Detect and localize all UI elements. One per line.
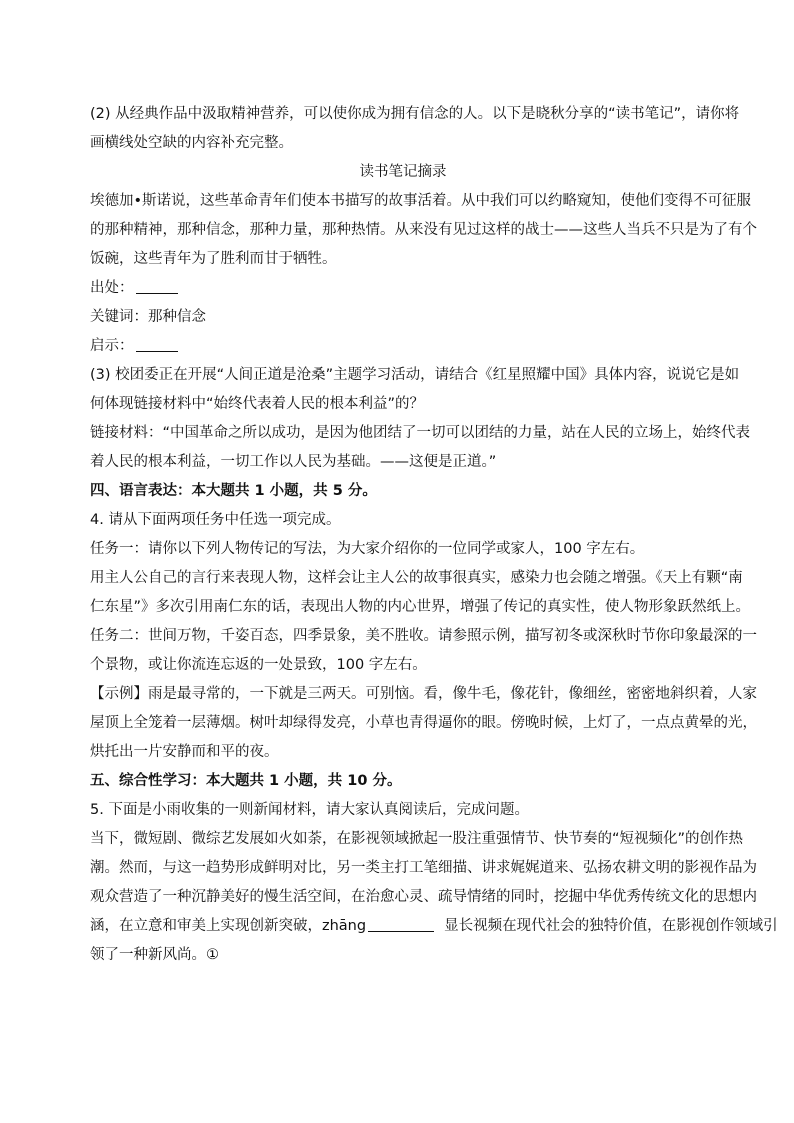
section5-heading: 五、综合性学习：本大题共 1 小题，共 10 分。 [90,773,402,789]
insight-line [90,332,716,361]
task2-line-2: 个景物，或让你流连忘返的一处景致，100 字左右。 [90,657,427,673]
document-content [90,100,778,970]
passage-line-2: 潮。然而，与这一趋势形成鲜明对比，另一类主打工笔细描、讲求娓娓道来、弘扬农耕文明的影视作品为 [90,860,757,876]
keyword-line: 关键词：那种信念 [90,309,206,325]
q2-intro-line-1: (2) 从经典作品中汲取精神营养，可以使你成为拥有信念的人。以下是晓秋分享的“读书笔记”，请你将 [90,106,740,122]
section4-heading: 四、语言表达：本大题共 1 小题，共 5 分。 [90,483,377,499]
passage-line-5: 领了一种新风尚。① [90,947,219,963]
example-line-2: 屋顶上全笼着一层薄烟。树叶却绿得发亮，小草也青得逼你的眼。傍晚时候，上灯了，一点点黄晕的光， [90,715,757,731]
example-line-1: 【示例】雨是最寻常的，一下就是三两天。可别恼。看，像牛毛，像花针，像细丝，密密地斜织着，人家 [90,686,757,702]
task2-line-1: 任务二：世间万物，千姿百态，四季景象，美不胜收。请参照示例，描写初冬或深秋时节你印象最深的一 [90,628,757,644]
excerpt-line-3: 饭碗，这些青年为了胜利而甘于牺牲。 [90,251,337,267]
q2-intro-line-2: 画横线处空缺的内容补充完整。 [90,135,293,151]
material-line-1: 链接材料：“中国革命之所以成功，是因为他团结了一切可以团结的力量，站在人民的立场上，始终代表 [90,425,751,441]
section4-question: 4. 请从下面两项任务中任选一项完成。 [90,512,341,528]
task1-line-2: 用主人公自己的言行来表现人物，这样会让主人公的故事很真实，感染力也会随之增强。《天上有颗“南 [90,570,743,586]
source-line [90,274,716,303]
passage-line-3: 观众营造了一种沉静美好的慢生活空间，在治愈心灵、疏导情绪的同时，挖掘中华优秀传统文化的思想内 [90,889,757,905]
note-title: 读书笔记摘录 [359,164,447,180]
passage-line-4-start: 涵，在立意和审美上实现创新突破， [90,918,322,934]
passage-line-4 [90,912,778,941]
q3-intro-line-1: (3) 校团委正在开展“人间正道是沧桑”主题学习活动，请结合《红星照耀中国》具体内容，说说它是如 [90,367,740,383]
example-line-3: 烘托出一片安静而和平的夜。 [90,744,279,760]
source-label: 出处： [90,280,134,296]
insight-blank[interactable] [136,337,178,352]
task1-line-3: 仁东星”》多次引用南仁东的话，表现出人物的内心世界，增强了传记的真实性，使人物形象跃然纸上。 [90,599,751,615]
insight-label: 启示： [90,338,134,354]
passage-line-4-end: 显长视频在现代社会的独特价值，在影视创作领域引 [444,918,778,934]
pinyin-zhang: zhāng [322,918,367,934]
source-blank[interactable] [136,279,178,294]
material-line-2: 着人民的根本利益，一切工作以人民为基础。——这便是正道。” [90,454,497,470]
q3-intro-line-2: 何体现链接材料中“始终代表着人民的根本利益”的？ [90,396,425,412]
excerpt-line-1: 埃德加•斯诺说，这些革命青年们使本书描写的故事活着。从中我们可以约略窥知，使他们变得不可征服 [90,193,752,209]
task1-line-1: 任务一：请你以下列人物传记的写法，为大家介绍你的一位同学或家人，100 字左右。 [90,541,645,557]
passage-line-1: 当下，微短剧、微综艺发展如火如荼，在影视领域掀起一股注重强情节、快节奏的“短视频化”的创作热 [90,831,744,847]
pinyin-blank[interactable] [368,917,434,932]
excerpt-line-2: 的那种精神，那种信念，那种力量，那种热情。从来没有见过这样的战士——这些人当兵不只是为了有个 [90,222,757,238]
section5-question: 5. 下面是小雨收集的一则新闻材料，请大家认真阅读后，完成问题。 [90,802,529,818]
